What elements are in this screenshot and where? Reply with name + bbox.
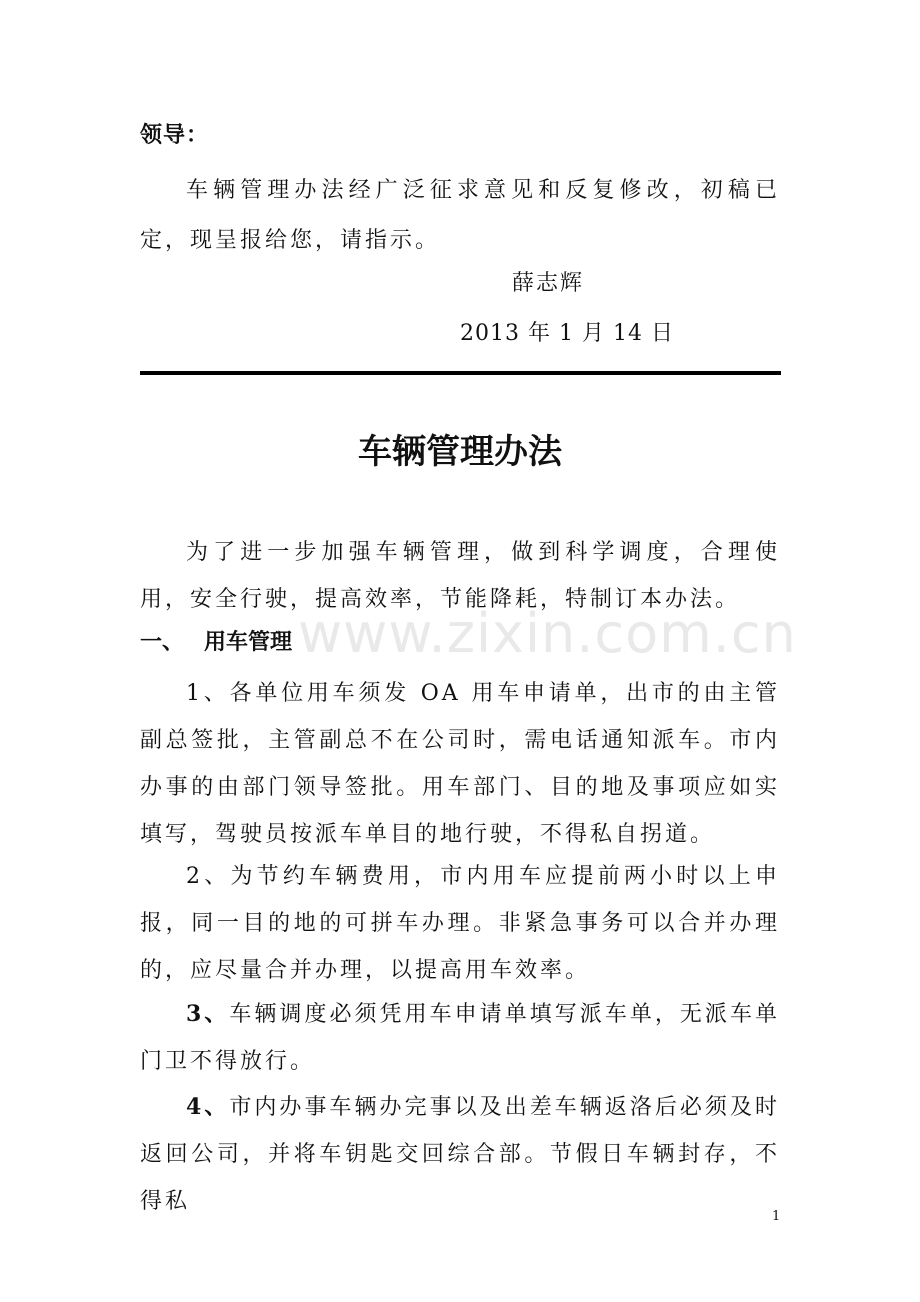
- clause-text: 为节约车辆费用，市内用车应提前两小时以上申报，同一目的地的可拼车办理。非紧急事务可以合并办理的，应尽量合并办理，以提高用车效率。: [140, 864, 780, 983]
- clause-1: [140, 670, 780, 858]
- page-number: 1: [772, 1209, 781, 1224]
- intro-paragraph: 为了进一步加强车辆管理，做到科学调度，合理使用，安全行驶，提高效率，节能降耗，特制订本办法。: [140, 540, 780, 612]
- clause-2: [140, 853, 780, 994]
- memo-salutation: 领导：: [140, 123, 210, 148]
- clause-number: 4、: [186, 1094, 230, 1120]
- clause-text: 车辆调度必须凭用车申请单填写派车单，无派车单门卫不得放行。: [140, 1002, 780, 1074]
- clause-number: 3、: [186, 1001, 230, 1027]
- clause-text: 市内办事车辆办完事以及出差车辆返洛后必须及时返回公司，并将车钥匙交回综合部。节假日车辆封存，不得私: [140, 1095, 780, 1214]
- clause-number: 1、: [186, 681, 230, 706]
- clause-number: 2、: [186, 864, 231, 889]
- separator-rule: [140, 371, 781, 375]
- memo-body: 车辆管理办法经广泛征求意见和反复修改，初稿已定，现呈报给您，请指示。: [140, 178, 780, 253]
- section-number: 一、: [140, 630, 185, 655]
- clause-4: [140, 1084, 780, 1225]
- memo-date: 2013 年 1 月 14 日: [460, 321, 674, 346]
- section-title: 用车管理: [204, 630, 293, 655]
- memo-signer: 薛志辉: [512, 271, 585, 296]
- document-title: 车辆管理办法: [358, 432, 562, 472]
- watermark: www.zixin.com.cn: [298, 602, 797, 665]
- clause-text: 各单位用车须发 OA 用车申请单，出市的由主管副总签批，主管副总不在公司时，需电话通知派车。市内办事的由部门领导签批。用车部门、目的地及事项应如实填写，驾驶员按派车单目的地行驶，不得私自拐道。: [140, 681, 780, 847]
- section-heading: [140, 625, 292, 656]
- clause-3: [140, 991, 780, 1085]
